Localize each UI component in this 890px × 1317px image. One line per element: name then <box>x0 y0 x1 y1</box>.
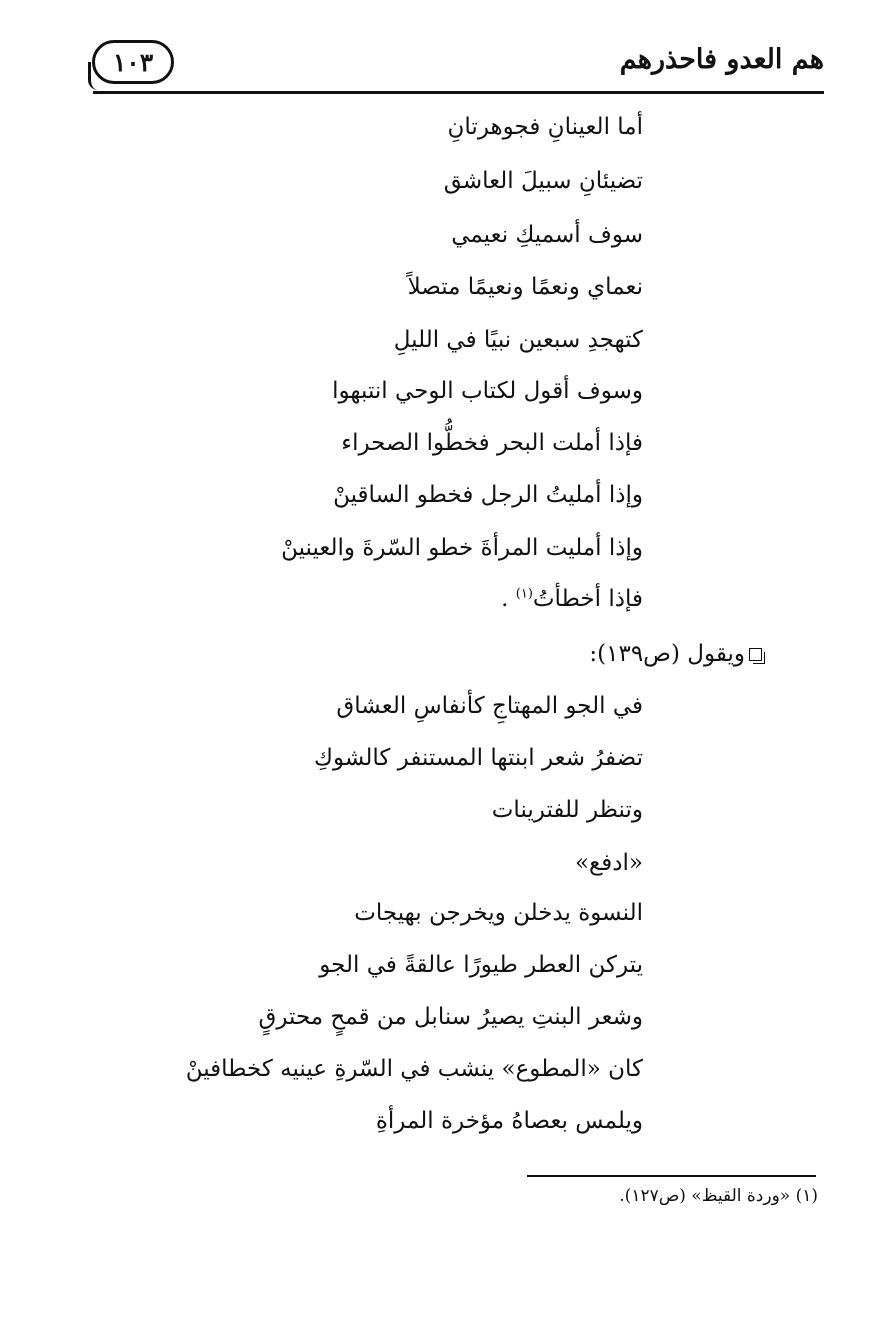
verse-line: ويلمس بعصاهُ مؤخرة المرأةِ <box>375 1108 643 1134</box>
quotation-intro <box>589 641 762 667</box>
verse-line: كان «المطوع» ينشب في السّرةِ عينيه كخطافينْ <box>185 1056 643 1082</box>
page-number-badge <box>92 40 174 84</box>
verse-line: أما العينانِ فجوهرتانِ <box>447 114 643 140</box>
verse-line: وتنظر للفترينات <box>491 797 643 823</box>
verse-line: تضفرُ شعر ابنتها المستنفر كالشوكِ <box>314 745 643 771</box>
verse-line: وشعر البنتِ يصيرُ سنابل من قمحٍ محترقٍ <box>258 1004 643 1030</box>
verse-line: تضيئانِ سبيلَ العاشق <box>443 168 643 194</box>
footnote: (١) «وردة القيظ» (ص١٢٧). <box>619 1186 818 1206</box>
footnote-reference: (١) <box>515 586 533 602</box>
running-title: هم العدو فاحذرهم <box>619 44 824 75</box>
verse-line: فإذا أملت البحر فخطُّوا الصحراء <box>341 430 643 456</box>
quotation-intro-text: ويقول (ص١٣٩): <box>589 641 745 667</box>
verse-line: النسوة يدخلن ويخرجن بهيجات <box>354 900 643 926</box>
verse-line: وإذا أمليتُ الرجل فخطو الساقينْ <box>333 482 643 508</box>
verse-line: وإذا أمليت المرأةَ خطو السّرةَ والعينينْ <box>281 535 643 561</box>
box-bullet-icon <box>749 648 762 661</box>
verse-end-punctuation: . <box>501 586 516 612</box>
verse-line: كتهجدِ سبعين نبيًا في الليلِ <box>393 327 643 353</box>
verse-line: وسوف أقول لكتاب الوحي انتبهوا <box>332 378 643 404</box>
verse-line: يتركن العطر طيورًا عالقةً في الجو <box>319 952 643 978</box>
footnote-rule <box>527 1175 816 1177</box>
page-number: ١٠٣ <box>112 47 154 77</box>
header-rule <box>93 91 824 94</box>
verse-line-with-footnote <box>501 586 643 612</box>
verse-line: سوف أسميكِ نعيمي <box>451 222 643 248</box>
verse-line: نعماي ونعمًا ونعيمًا متصلاً <box>407 274 643 300</box>
verse-text: فإذا أخطأتُ <box>532 586 643 612</box>
verse-line: في الجو المهتاجِ كأنفاسِ العشاق <box>336 693 643 719</box>
verse-line: «ادفع» <box>574 850 643 876</box>
